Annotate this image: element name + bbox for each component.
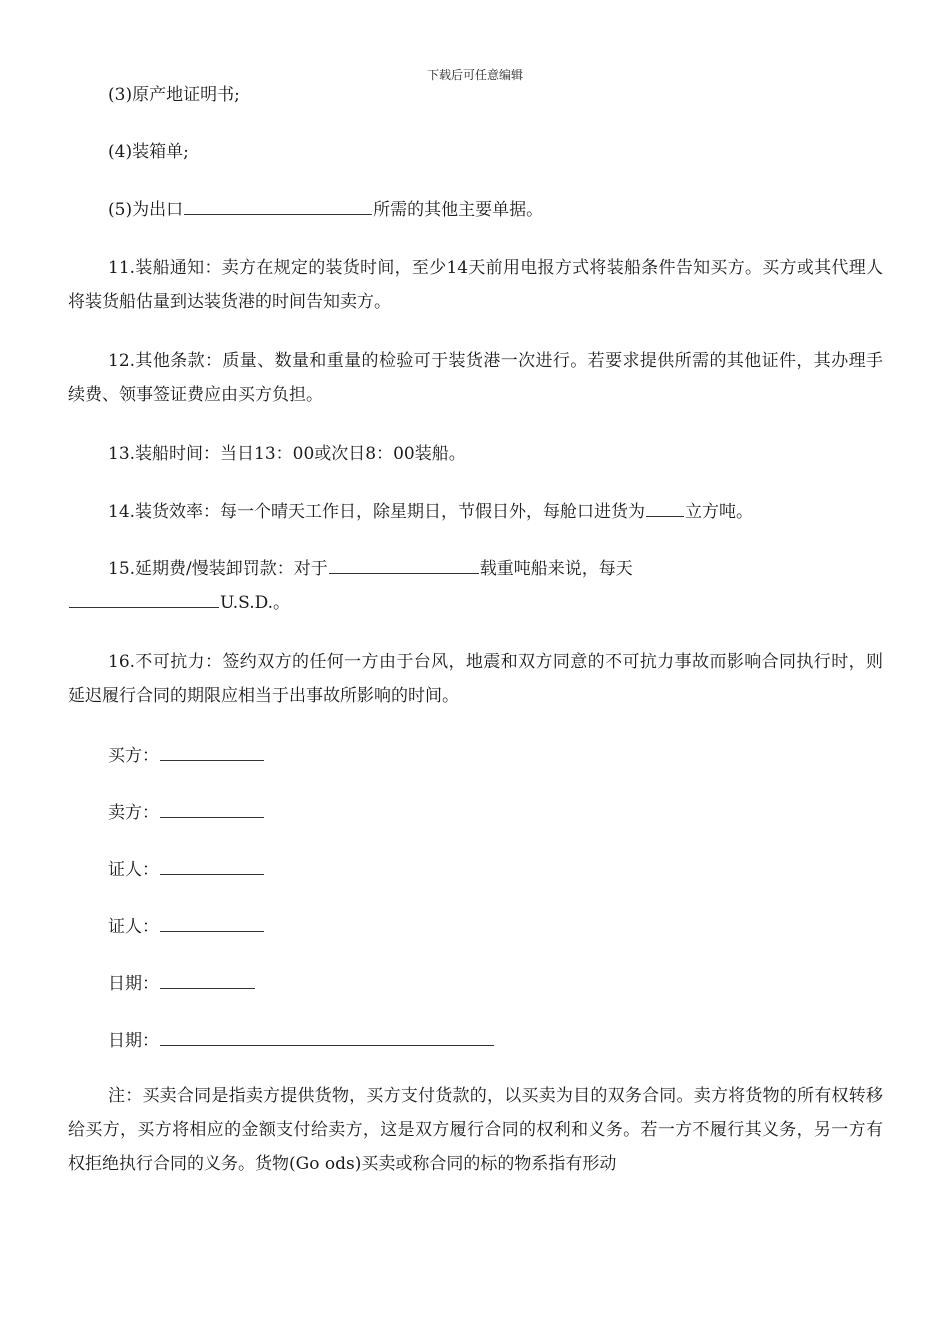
clause-15-line-2 — [68, 586, 883, 620]
signature-witness-2 — [68, 910, 883, 944]
item-4 — [68, 135, 883, 169]
clause-12-text: 12.其他条款：质量、数量和重量的检验可于装货港一次进行。若要求提供所需的其他证件，其办理手续费、领事签证费应由买方负担。 — [68, 351, 883, 405]
witness-2-blank[interactable] — [160, 911, 264, 932]
seller-line — [68, 796, 883, 830]
item-3 — [68, 78, 883, 112]
signature-buyer — [68, 739, 883, 773]
witness-1-blank[interactable] — [160, 854, 264, 875]
clause-14 — [68, 495, 883, 529]
clause-14-suffix: 立方吨。 — [685, 502, 754, 522]
item-5-blank[interactable] — [184, 194, 372, 215]
item-5-prefix: (5)为出口 — [108, 200, 184, 220]
clause-14-prefix: 14.装货效率：每一个晴天工作日，除星期日，节假日外，每舱口进货为 — [108, 502, 646, 522]
signature-date-1 — [68, 967, 883, 1001]
header-note: 下载后可任意编辑 — [426, 68, 523, 82]
clause-15-suffix: U.S.D.。 — [220, 593, 291, 613]
clause-15 — [68, 552, 883, 620]
clause-16-text: 16.不可抗力：签约双方的任何一方由于台风，地震和双方同意的不可抗力事故而影响合同执行时，则延迟履行合同的期限应相当于出事故所影响的时间。 — [68, 652, 883, 706]
clause-15-blank-2[interactable] — [69, 587, 219, 608]
date-2-label: 日期： — [108, 1031, 159, 1051]
buyer-line — [68, 739, 883, 773]
item-3-text: (3)原产地证明书; — [108, 85, 240, 105]
item-5 — [68, 193, 883, 227]
buyer-blank[interactable] — [160, 740, 264, 761]
clause-11-text: 11.装船通知：卖方在规定的装货时间，至少14天前用电报方式将装船条件告知买方。买方或其代理人将装货船估量到达装货港的时间告知卖方。 — [68, 258, 883, 312]
clause-12 — [68, 344, 883, 412]
clause-13 — [68, 437, 883, 471]
clause-14-blank[interactable] — [646, 496, 684, 517]
clause-11 — [68, 251, 883, 319]
signature-witness-1 — [68, 853, 883, 887]
clause-16 — [68, 645, 883, 713]
clause-13-text: 13.装船时间：当日13：00或次日8：00装船。 — [108, 444, 466, 464]
clause-15-blank-1[interactable] — [329, 553, 479, 574]
witness-1-label: 证人： — [108, 860, 159, 880]
date-1-label: 日期： — [108, 974, 159, 994]
signature-date-2 — [68, 1024, 883, 1058]
note-text: 注：买卖合同是指卖方提供货物，买方支付货款的，以买卖为目的双务合同。卖方将货物的所有权转移给买方，买方将相应的金额支付给卖方，这是双方履行合同的权利和义务。若一方不履行其义务，另一方有权拒绝执行合同的义务。货物(Go ods)买卖或称合同的标的物系指有形动 — [68, 1086, 883, 1174]
seller-label: 卖方： — [108, 803, 159, 823]
item-4-text: (4)装箱单; — [108, 142, 189, 162]
seller-blank[interactable] — [160, 797, 264, 818]
clause-15-prefix: 15.延期费/慢装卸罚款：对于 — [108, 559, 328, 579]
witness-1-line — [68, 853, 883, 887]
date-2-line — [68, 1024, 883, 1058]
clause-15-line-1 — [68, 552, 883, 586]
date-1-line — [68, 967, 883, 1001]
date-1-blank[interactable] — [160, 968, 255, 989]
witness-2-label: 证人： — [108, 917, 159, 937]
witness-2-line — [68, 910, 883, 944]
clause-15-middle: 载重吨船来说，每天 — [479, 559, 633, 579]
date-2-blank[interactable] — [160, 1025, 494, 1046]
clause-14-line — [68, 495, 883, 529]
item-5-line — [68, 193, 883, 227]
buyer-label: 买方： — [108, 746, 159, 766]
item-5-suffix: 所需的其他主要单据。 — [373, 200, 544, 220]
note-section — [68, 1079, 883, 1181]
signature-seller — [68, 796, 883, 830]
